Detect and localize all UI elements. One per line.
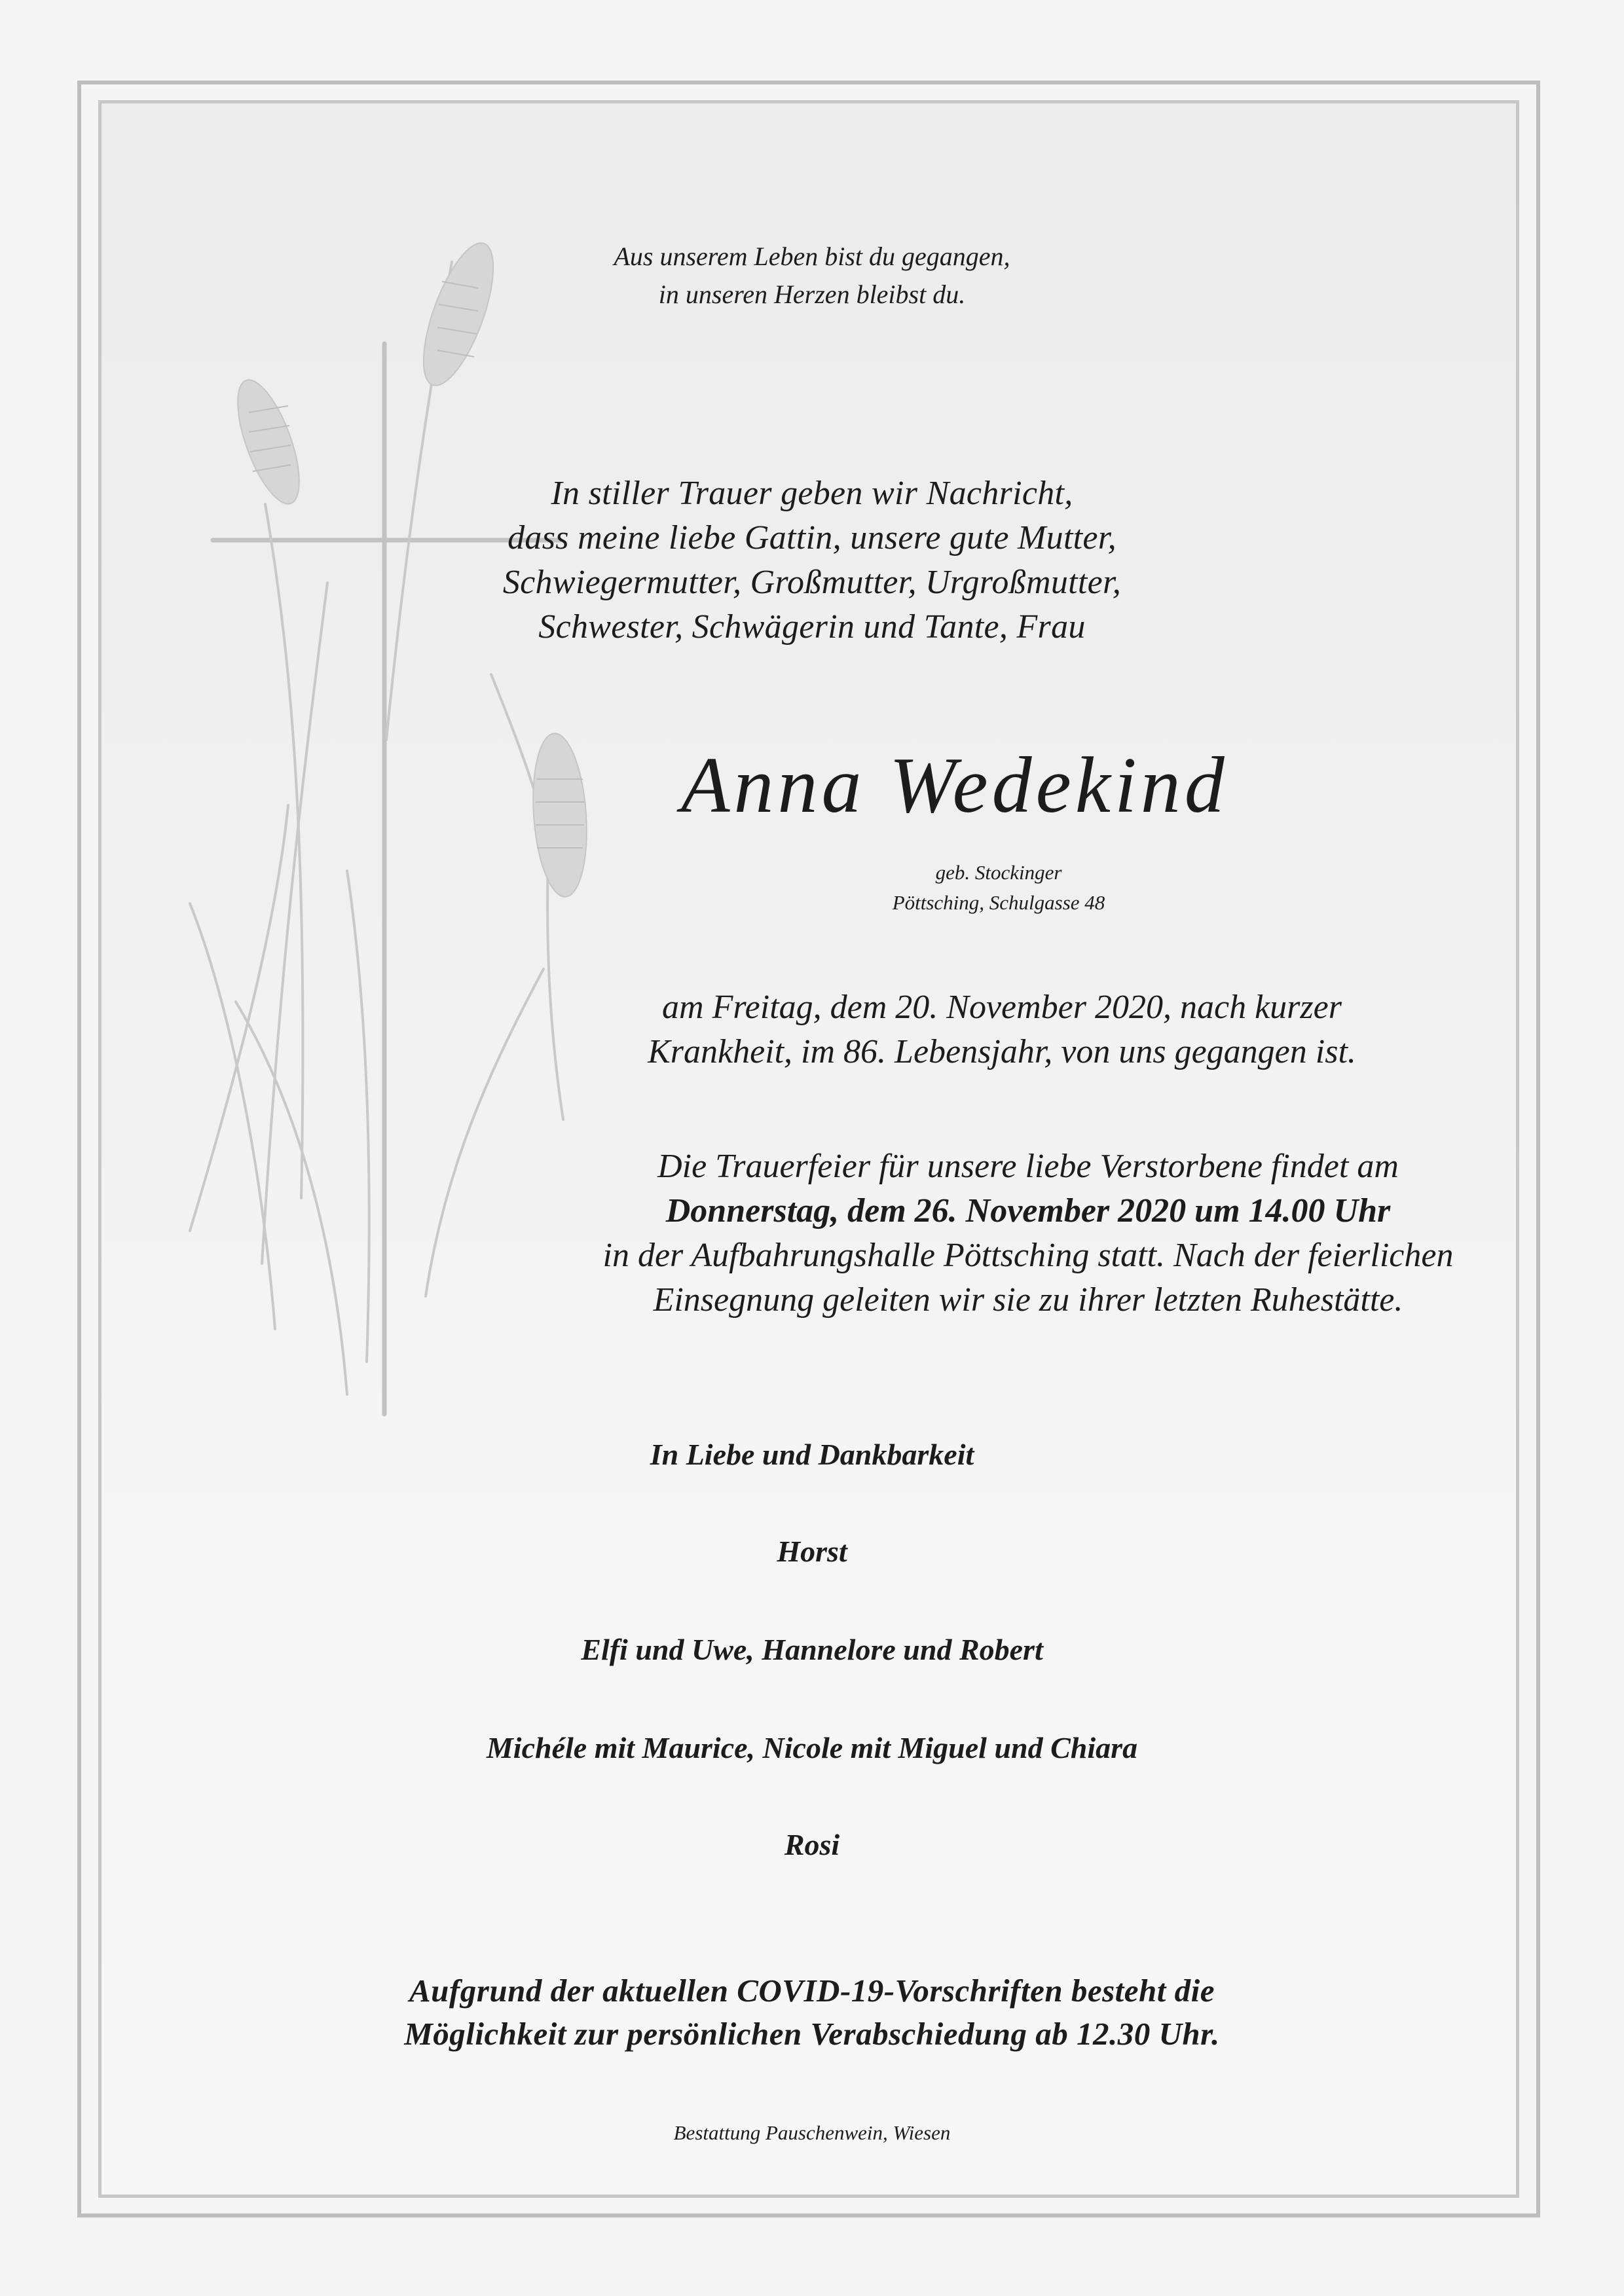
death-line: am Freitag, dem 20. November 2020, nach kurzer (662, 989, 1342, 1026)
announcement-line: In stiller Trauer geben wir Nachricht, (551, 475, 1073, 512)
motto-line: Aus unserem Leben bist du gegangen, (614, 242, 1010, 271)
death-notice (544, 985, 1460, 1074)
covid-line: Aufgrund der aktuellen COVID-19-Vorschriften besteht die (409, 1973, 1215, 2009)
ceremony-info (504, 1144, 1552, 1322)
announcement (0, 471, 1624, 649)
motto-quote (0, 238, 1624, 314)
mourner-line: Rosi (784, 1828, 840, 1861)
mourner-line: Elfi und Uwe, Hannelore und Robert (581, 1633, 1043, 1666)
mourner-line: Horst (777, 1535, 847, 1568)
covid-line: Möglichkeit zur persönlichen Verabschiedung ab 12.30 Uhr. (404, 2016, 1220, 2052)
ceremony-line: Einsegnung geleiten wir sie zu ihrer letzten Ruhestätte. (653, 1281, 1403, 1319)
funeral-home: Bestattung Pauschenwein, Wiesen (673, 2121, 951, 2144)
address: Pöttsching, Schulgasse 48 (892, 891, 1105, 914)
motto-line: in unseren Herzen bleibst du. (658, 280, 966, 309)
closing-phrase: In Liebe und Dankbarkeit (650, 1438, 974, 1471)
announcement-line: Schwester, Schwägerin und Tante, Frau (538, 608, 1086, 646)
birth-name: geb. Stockinger (935, 861, 1062, 884)
ceremony-date: Donnerstag, dem 26. November 2020 um 14.00 Uhr (665, 1192, 1391, 1230)
ceremony-line: Die Trauerfeier für unsere liebe Verstorbene findet am (657, 1148, 1399, 1185)
deceased-name: Anna Wedekind (681, 741, 1228, 829)
mourner-line: Michéle mit Maurice, Nicole mit Miguel und Chiara (486, 1731, 1138, 1764)
ceremony-line: in der Aufbahrungshalle Pöttsching statt. Nach der feierlichen (602, 1237, 1454, 1274)
announcement-line: dass meine liebe Gattin, unsere gute Mutter, (507, 519, 1116, 556)
death-line: Krankheit, im 86. Lebensjahr, von uns gegangen ist. (648, 1033, 1356, 1070)
deceased-details (868, 858, 1130, 918)
covid-notice (0, 1969, 1624, 2056)
announcement-line: Schwiegermutter, Großmutter, Urgroßmutter, (502, 564, 1122, 601)
